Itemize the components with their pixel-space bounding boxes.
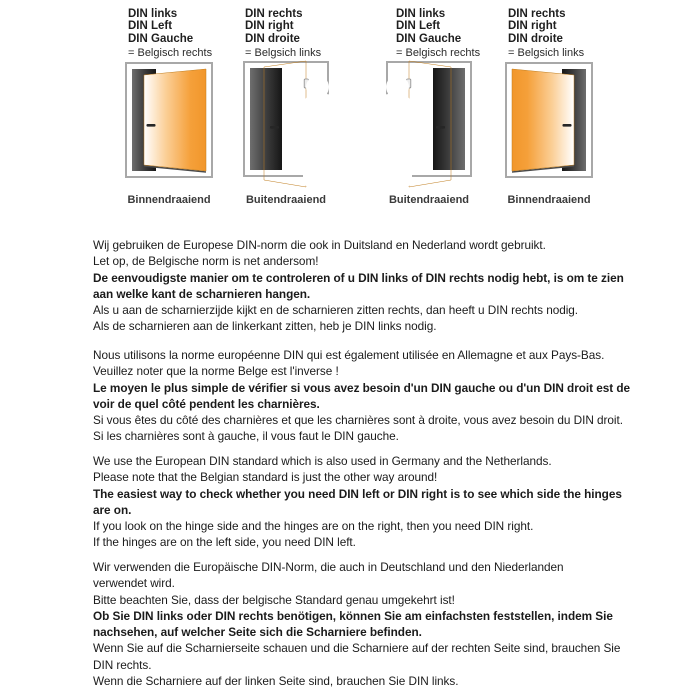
swing-direction-label: Buitendraaiend — [245, 194, 327, 206]
din-designation: DIN Gauche — [128, 32, 194, 45]
door-panel — [144, 69, 206, 171]
din-designation: DIN right — [508, 20, 557, 33]
din-designation: DIN rechts — [508, 8, 566, 20]
paragraph-dutch — [93, 237, 693, 335]
din-designation: DIN droite — [508, 32, 563, 45]
door-diagram-outward — [243, 60, 365, 192]
paragraph-german — [93, 559, 693, 689]
text-line: We use the European DIN standard which is also used in Germany and the Netherlands. — [93, 454, 552, 468]
text-line: Als de scharnieren aan de linkerkant zitten, heb je DIN links nodig. — [93, 319, 437, 334]
din-designation: DIN Left — [396, 20, 441, 33]
din-designation-list — [396, 8, 472, 45]
door-jamb-shadow — [250, 68, 282, 170]
text-line: Wenn Sie auf die Scharnierseite schauen und die Scharniere auf der rechten Seite sind, brauchen Sie — [93, 641, 621, 656]
text-line: Si les charnières sont à gauche, il vous faut le DIN gauche. — [93, 429, 399, 444]
text-line: If the hinges are on the left side, you need DIN left. — [93, 535, 356, 550]
din-designation-list — [508, 8, 593, 45]
paragraph-french — [93, 347, 693, 445]
text-line: verwendet wird. — [93, 576, 175, 591]
din-designation: DIN Gauche — [396, 32, 462, 45]
door-handle-icon — [436, 126, 445, 129]
swing-direction-label: Buitendraaiend — [388, 194, 470, 206]
door-handle-icon — [147, 124, 156, 127]
door-diagram-inward — [505, 62, 593, 178]
text-line: Let op, de Belgische norm is net andersom! — [93, 254, 319, 269]
din-designation: DIN links — [128, 8, 178, 20]
text-line: The easiest way to check whether you need DIN left or DIN right is to see which side the hinges — [93, 486, 622, 501]
text-line: Ob Sie DIN links oder DIN rechts benötigen, können Sie am einfachsten feststellen, indem Sie — [93, 608, 613, 623]
door-handle-icon — [563, 124, 572, 127]
door-diagram-outward — [350, 60, 472, 192]
text-line: Si vous êtes du côté des charnières et que les charnières sont à droite, vous avez besoin du DIN droit. — [93, 413, 623, 428]
text-line: DIN rechts. — [93, 657, 152, 672]
belgian-equivalent-label: = Belgsich links — [508, 47, 585, 60]
din-header — [350, 8, 481, 60]
din-column — [243, 8, 365, 206]
din-column — [350, 8, 481, 206]
text-line: Wij gebruiken de Europese DIN-norm die ook in Duitsland en Nederland wordt gebruikt. — [93, 238, 546, 252]
text-line: nachsehen, auf welcher Seite sich die Scharniere befinden. — [93, 625, 422, 640]
din-column — [125, 8, 213, 206]
swing-direction-label: Binnendraaiend — [507, 194, 591, 206]
text-line: are on. — [93, 502, 132, 517]
text-line: voir de quel côté pendent les charnières. — [93, 396, 320, 411]
text-line: Nous utilisons la norme européenne DIN qui est également utilisée en Allemagne et aux Pays-Bas. — [93, 348, 605, 362]
din-designation: DIN right — [245, 20, 294, 33]
din-header — [505, 8, 593, 60]
din-designation-list — [245, 8, 365, 45]
din-header — [243, 8, 365, 60]
din-designation: DIN droite — [245, 32, 300, 45]
text-line: Bitte beachten Sie, dass der belgische Standard genau umgekehrt ist! — [93, 592, 455, 607]
text-line: De eenvoudigste manier om te controleren of u DIN links of DIN rechts nodig hebt, is om te zien — [93, 270, 624, 285]
text-line: Wenn die Scharniere auf der linken Seite sind, brauchen Sie DIN links. — [93, 674, 459, 689]
text-line: aan welke kant de scharnieren hangen. — [93, 286, 311, 301]
din-designation: DIN rechts — [245, 8, 303, 20]
door-panel — [512, 69, 574, 171]
door-jamb-shadow — [433, 68, 465, 170]
belgian-equivalent-label: = Belgsich links — [245, 47, 322, 60]
din-header — [125, 8, 213, 60]
text-line: If you look on the hinge side and the hinges are on the right, then you need DIN right. — [93, 519, 534, 534]
text-line: Veuillez noter que la norme Belge est l'inverse ! — [93, 364, 339, 379]
din-designation: DIN links — [396, 8, 446, 20]
text-line: Als u aan de scharnierzijde kijkt en de scharnieren zitten rechts, dan heeft u DIN rechts nodig. — [93, 303, 579, 318]
text-line: Please note that the Belgian standard is just the other way around! — [93, 470, 438, 485]
text-line: Le moyen le plus simple de vérifier si vous avez besoin d'un DIN gauche ou d'un DIN droit est de — [93, 380, 631, 395]
din-column — [505, 8, 593, 206]
door-diagram-inward — [125, 62, 213, 178]
belgian-equivalent-label: = Belgisch rechts — [128, 47, 213, 60]
door-handle-icon — [270, 126, 279, 129]
text-line: Wir verwenden die Europäische DIN-Norm, die auch in Deutschland und den Niederlanden — [93, 560, 564, 574]
swing-direction-label: Binnendraaiend — [127, 194, 211, 206]
din-designation-list — [128, 8, 213, 45]
belgian-equivalent-label: = Belgisch rechts — [396, 47, 481, 60]
paragraph-english — [93, 453, 693, 551]
din-designation: DIN Left — [128, 20, 173, 33]
